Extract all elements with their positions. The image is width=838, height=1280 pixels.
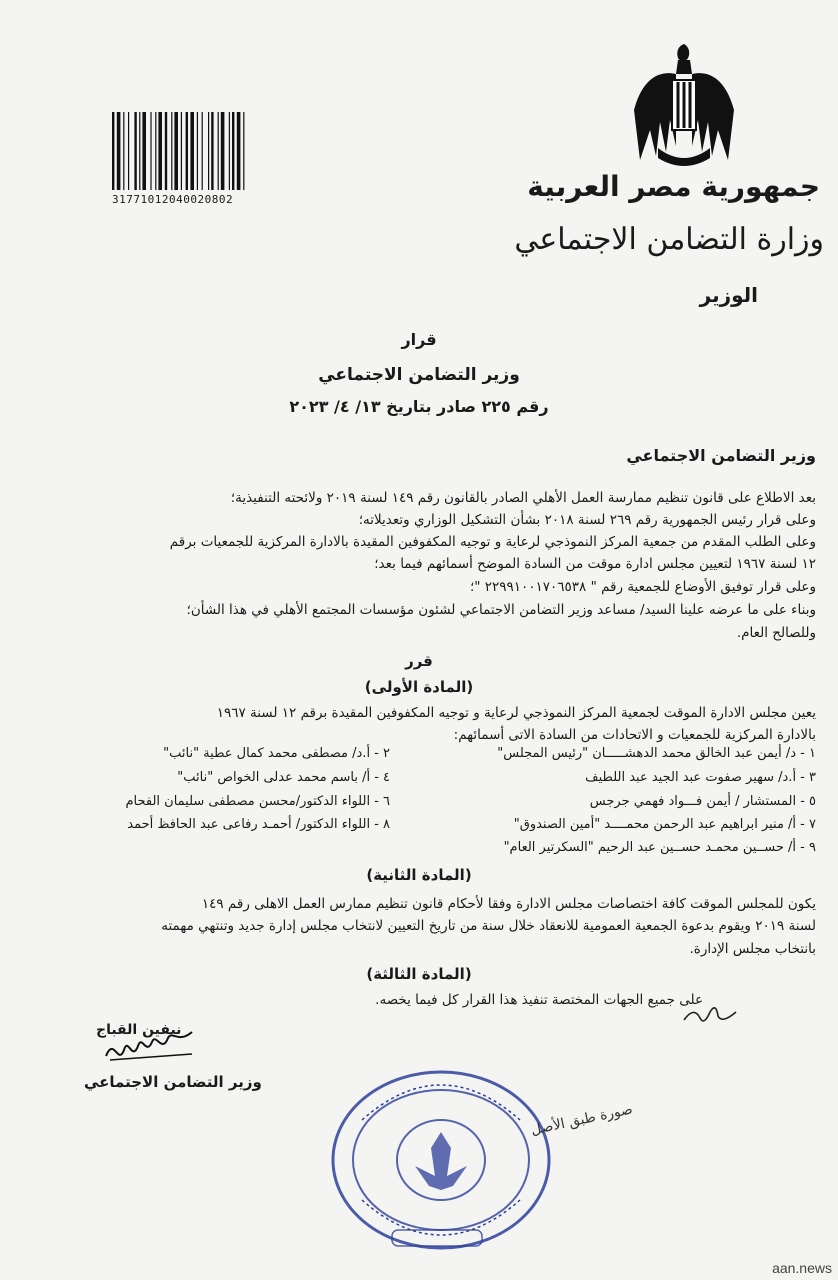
preamble-line: وللصالح العام.: [736, 625, 816, 641]
barcode-bar: [243, 112, 244, 190]
barcode-bar: [139, 112, 140, 190]
barcode-bar: [208, 112, 209, 190]
preamble-line: وعلى قرار رئيس الجمهورية رقم ٢٦٩ لسنة ٢٠١٨ بشأن التشكيل الوزاري وتعديلاته؛: [358, 512, 816, 528]
member-entry: ٩ - أ/ حســين محمـد حســين عبد الرحيم "السكرتير العام": [503, 840, 816, 855]
barcode-bar: [123, 112, 124, 190]
member-entry: ٤ - أ/ باسم محمد عدلى الخواص "نائب": [177, 770, 390, 785]
article1-line: يعين مجلس الادارة الموقت لجمعية المركز النموذجي لرعاية و توجيه المكفوفين المقيدة برقم ١٢ لسنة ١٩٦٧: [216, 705, 816, 721]
official-stamp-seal: [322, 1060, 560, 1260]
member-entry: ٦ - اللواء الدكتور/محسن مصطفى سليمان الفحام: [125, 794, 390, 809]
barcode-number: 31771012040020802: [112, 193, 234, 206]
article2-line: يكون للمجلس الموقت كافة اختصاصات مجلس الادارة وفقا لأحكام قانون تنظيم ممارس العمل الاهلى رقم ١٤٩: [201, 896, 816, 912]
ministry-title: وزارة التضامن الاجتماعي: [514, 222, 824, 257]
barcode-bar: [221, 112, 225, 190]
preamble-line: وبناء على ما عرضه علينا السيد/ مساعد وزير التضامن الاجتماعي لشئون مؤسسات المجتمع الأهلي في هذا الشأن؛: [186, 602, 816, 618]
article2-line: لسنة ٢٠١٩ ويقوم بدعوة الجمعية العمومية للانعقاد خلال سنة من تاريخ التعيين لانتخاب مجلس إدارة جديد وتنتهي مهمته: [161, 918, 816, 934]
member-entry: ٥ - المستشار / أيمن فـــواد فهمي جرجس: [589, 794, 816, 809]
decree-number: رقم ٢٢٥ صادر بتاريخ ١٣/ ٤/ ٢٠٢٣: [289, 397, 549, 416]
article1-line: بالادارة المركزية للجمعيات و الاتحادات من السادة الاتى أسمائهم:: [453, 727, 816, 743]
decision-heading: قرر: [405, 652, 433, 670]
barcode-bar: [237, 112, 241, 190]
stamp-side-text: صورة طبق الأصل: [529, 1101, 635, 1139]
member-entry: ٨ - اللواء الدكتور/ أحمـد رفاعى عبد الحافظ أحمد: [127, 817, 390, 832]
decree-issuer: وزير التضامن الاجتماعي: [318, 365, 520, 385]
watermark: aan.news: [772, 1260, 832, 1276]
barcode-bar: [211, 112, 213, 190]
barcode-bar: [202, 112, 203, 190]
barcode-bar: [186, 112, 188, 190]
article3-heading: (المادة الثالثة): [366, 965, 472, 983]
signatory-title: وزير التضامن الاجتماعي: [84, 1073, 262, 1091]
barcode-bar: [197, 112, 198, 190]
barcode-bar: [128, 112, 129, 190]
preamble-line: وعلى قرار توفيق الأوضاع للجمعية رقم " ٢٢٩٩١٠٠١٧٠٦٥٣٨ "؛: [469, 579, 816, 595]
barcode-bar: [117, 112, 121, 190]
decree-title: قرار: [401, 330, 437, 349]
barcode-bar: [190, 112, 194, 190]
barcode-image: [110, 112, 278, 190]
member-entry: ١ - د/ أيمن عبد الخالق محمد الدهشـــــان "رئيس المجلس": [497, 746, 816, 761]
barcode-bar: [150, 112, 151, 190]
barcode-bar: [218, 112, 219, 190]
barcode-bar: [112, 112, 114, 190]
barcode-bar: [229, 112, 230, 190]
article1-heading: (المادة الأولى): [364, 678, 474, 696]
article3-line: على جميع الجهات المختصة تنفيذ هذا القرار كل فيما يخصه.: [375, 992, 703, 1008]
member-entry: ٧ - أ/ منير ابراهيم عبد الرحمن محمــــد "أمين الصندوق": [513, 817, 816, 832]
preamble-line: وعلى الطلب المقدم من جمعية المركز النموذجي لرعاية و توجيه المكفوفين المقيدة بالادارة المركزية للجمعيات برقم: [169, 534, 816, 550]
preamble-heading: وزير التضامن الاجتماعي: [626, 446, 816, 465]
article2-line: بانتخاب مجلس الإدارة.: [689, 941, 816, 957]
barcode-bar: [171, 112, 172, 190]
barcode-bar: [142, 112, 146, 190]
minister-signature: [100, 1030, 200, 1070]
initials-signature: [680, 1000, 740, 1030]
signatory-name: نيفين القباج: [96, 1022, 182, 1038]
barcode-bar: [232, 112, 234, 190]
member-entry: ٢ - أ.د/ مصطفى محمد كمال عطية "نائب": [163, 746, 390, 761]
preamble-line: بعد الاطلاع على قانون تنظيم ممارسة العمل الأهلي الصادر بالقانون رقم ١٤٩ لسنة ٢٠١٩ ولائحته التنفيذية؛: [230, 490, 816, 506]
country-title: جمهورية مصر العربية: [527, 170, 820, 203]
barcode-bar: [181, 112, 182, 190]
barcode-bar: [174, 112, 178, 190]
barcode-bar: [155, 112, 156, 190]
barcode-bar: [158, 112, 162, 190]
member-entry: ٣ - أ.د/ سهير صفوت عبد الجيد عبد اللطيف: [585, 770, 816, 785]
preamble-line: ١٢ لسنة ١٩٦٧ لتعيين مجلس ادارة موقت من السادة الموضح أسمائهم فيما بعد؛: [374, 556, 816, 572]
office-title: الوزير: [699, 283, 758, 307]
barcode-bar: [165, 112, 167, 190]
eagle-emblem-icon: [628, 40, 740, 170]
article2-heading: (المادة الثانية): [366, 866, 472, 884]
barcode-bar: [134, 112, 136, 190]
